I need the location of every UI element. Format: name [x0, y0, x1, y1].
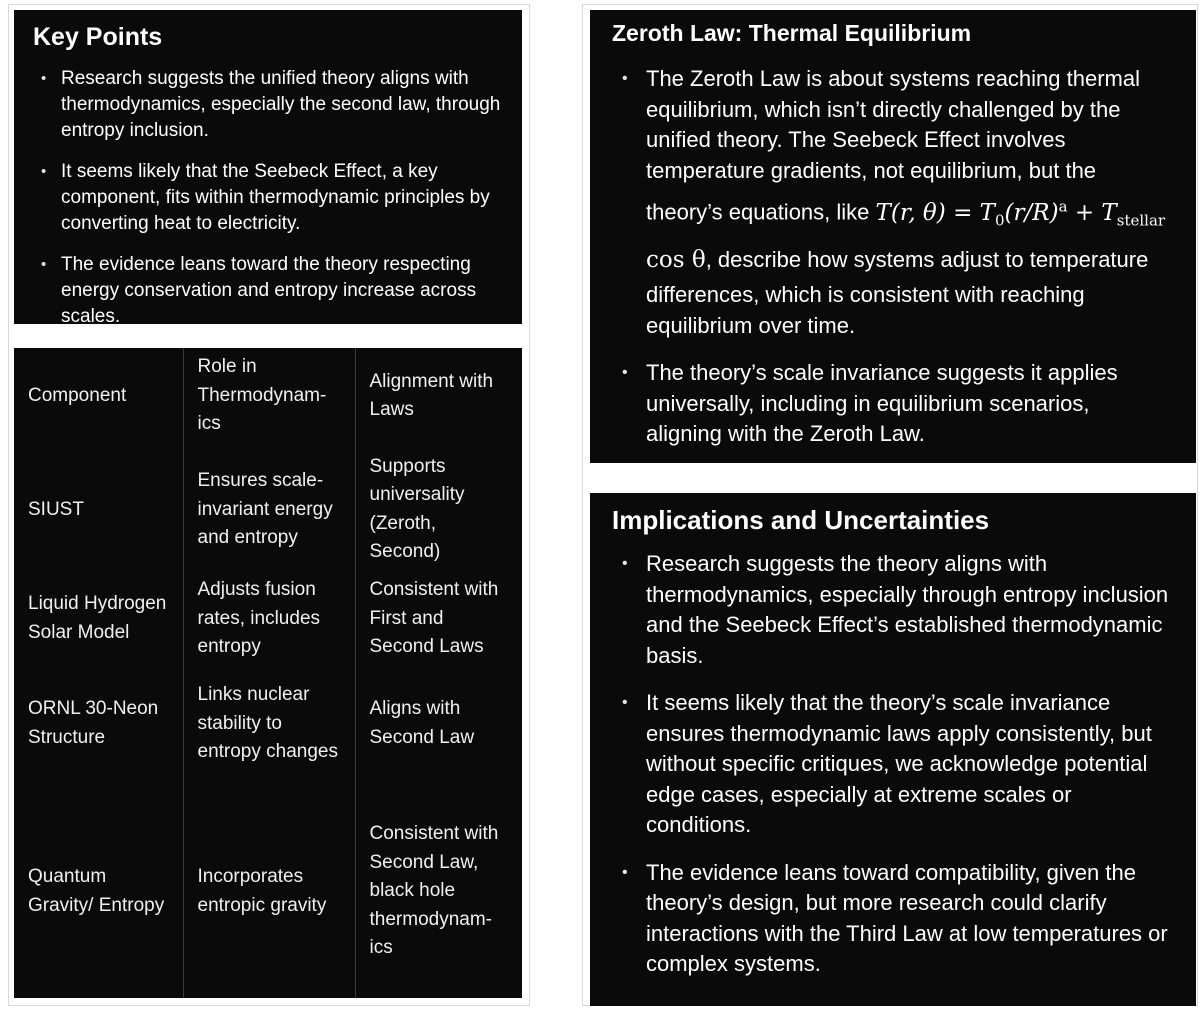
header-role: Role in Thermodynam-ics	[183, 348, 355, 444]
zeroth-law-text: The Zeroth Law is about systems reaching thermal equilibrium, which isn’t directly challenged by the unified theory. The Seebeck Effect involves temperature gradients, not equilibrium, but the theory’s equations, like	[646, 66, 1141, 225]
table-row	[14, 576, 522, 663]
key-point-item: • It seems likely that the Seebeck Effect, a key component, fits within thermodynamic principles by converting heat to electricity.	[33, 159, 513, 237]
key-points-list	[33, 66, 522, 330]
table-row	[14, 444, 522, 576]
implication-item: • It seems likely that the theory’s scale invariance ensures thermodynamic laws apply consistently, but without specific critiques, we acknowledge potential edge cases, especially at extreme scales or conditions.	[612, 688, 1176, 841]
key-point-item: • The evidence leans toward the theory respecting energy conservation and entropy increase across scales.	[33, 252, 513, 330]
table-cell: Consistent with First and Second Laws	[355, 576, 522, 663]
table-cell: Consistent with Second Law, black hole thermodynam-ics	[355, 785, 522, 998]
equation-ratio: (r/R)	[1004, 199, 1059, 226]
table-cell: Adjusts fusion rates, includes entropy	[183, 576, 355, 663]
equation-subscript: 0	[995, 211, 1005, 230]
implications-list	[612, 549, 1196, 980]
table-cell: ORNL 30-Neon Structure	[28, 698, 159, 748]
implication-item: • The evidence leans toward compatibility, given the theory’s design, but more research could clarify interactions with the Third Law at low temperatures or complex systems.	[612, 858, 1176, 980]
equation-plus-term: + T	[1067, 199, 1117, 226]
components-table	[14, 348, 522, 998]
zeroth-law-item: • The theory’s scale invariance suggests it applies universally, including in equilibrium scenarios, aligning with the Zeroth Law.	[612, 358, 1166, 450]
implications-title: Implications and Uncertainties	[612, 505, 990, 535]
table-cell: Ensures scale-invariant energy and entropy	[183, 444, 355, 576]
key-point-item: • Research suggests the unified theory aligns with thermodynamics, especially the second law, through entropy inclusion.	[33, 66, 513, 144]
implications-panel	[590, 493, 1196, 1006]
zeroth-law-list	[612, 64, 1196, 450]
table-cell: Supports universality (Zeroth, Second)	[355, 444, 522, 576]
table-cell: Links nuclear stability to entropy changes	[183, 662, 355, 785]
header-component: Component	[28, 384, 127, 406]
table-cell: SIUST	[28, 498, 84, 520]
components-table-panel	[14, 348, 522, 998]
equation-cos-term: cos θ	[646, 247, 706, 274]
zeroth-law-item	[612, 64, 1166, 341]
zeroth-law-title: Zeroth Law: Thermal Equilibrium	[612, 20, 972, 46]
table-row	[14, 785, 522, 998]
key-points-title: Key Points	[33, 23, 163, 51]
equation-lhs: T(r, θ) = T	[875, 199, 995, 226]
header-alignment: Alignment with Laws	[355, 348, 522, 444]
key-points-panel	[14, 10, 522, 327]
table-cell: Quantum Gravity/ Entropy	[28, 866, 165, 916]
table-cell: Incorporates entropic gravity	[183, 785, 355, 998]
table-header-row	[14, 348, 522, 444]
table-cell: Aligns with Second Law	[355, 662, 522, 785]
zeroth-law-text: , describe how systems adjust to temperature differences, which is consistent with reaching equilibrium over time.	[646, 247, 1149, 338]
implication-item: • Research suggests the theory aligns with thermodynamics, especially through entropy inclusion and the Seebeck Effect’s established thermodynamic basis.	[612, 549, 1176, 671]
equation-stellar-subscript: stellar	[1116, 211, 1166, 230]
zeroth-law-panel	[590, 10, 1196, 463]
equation-exponent: a	[1058, 197, 1068, 215]
table-cell: Liquid Hydrogen Solar Model	[28, 593, 167, 643]
table-row	[14, 662, 522, 785]
